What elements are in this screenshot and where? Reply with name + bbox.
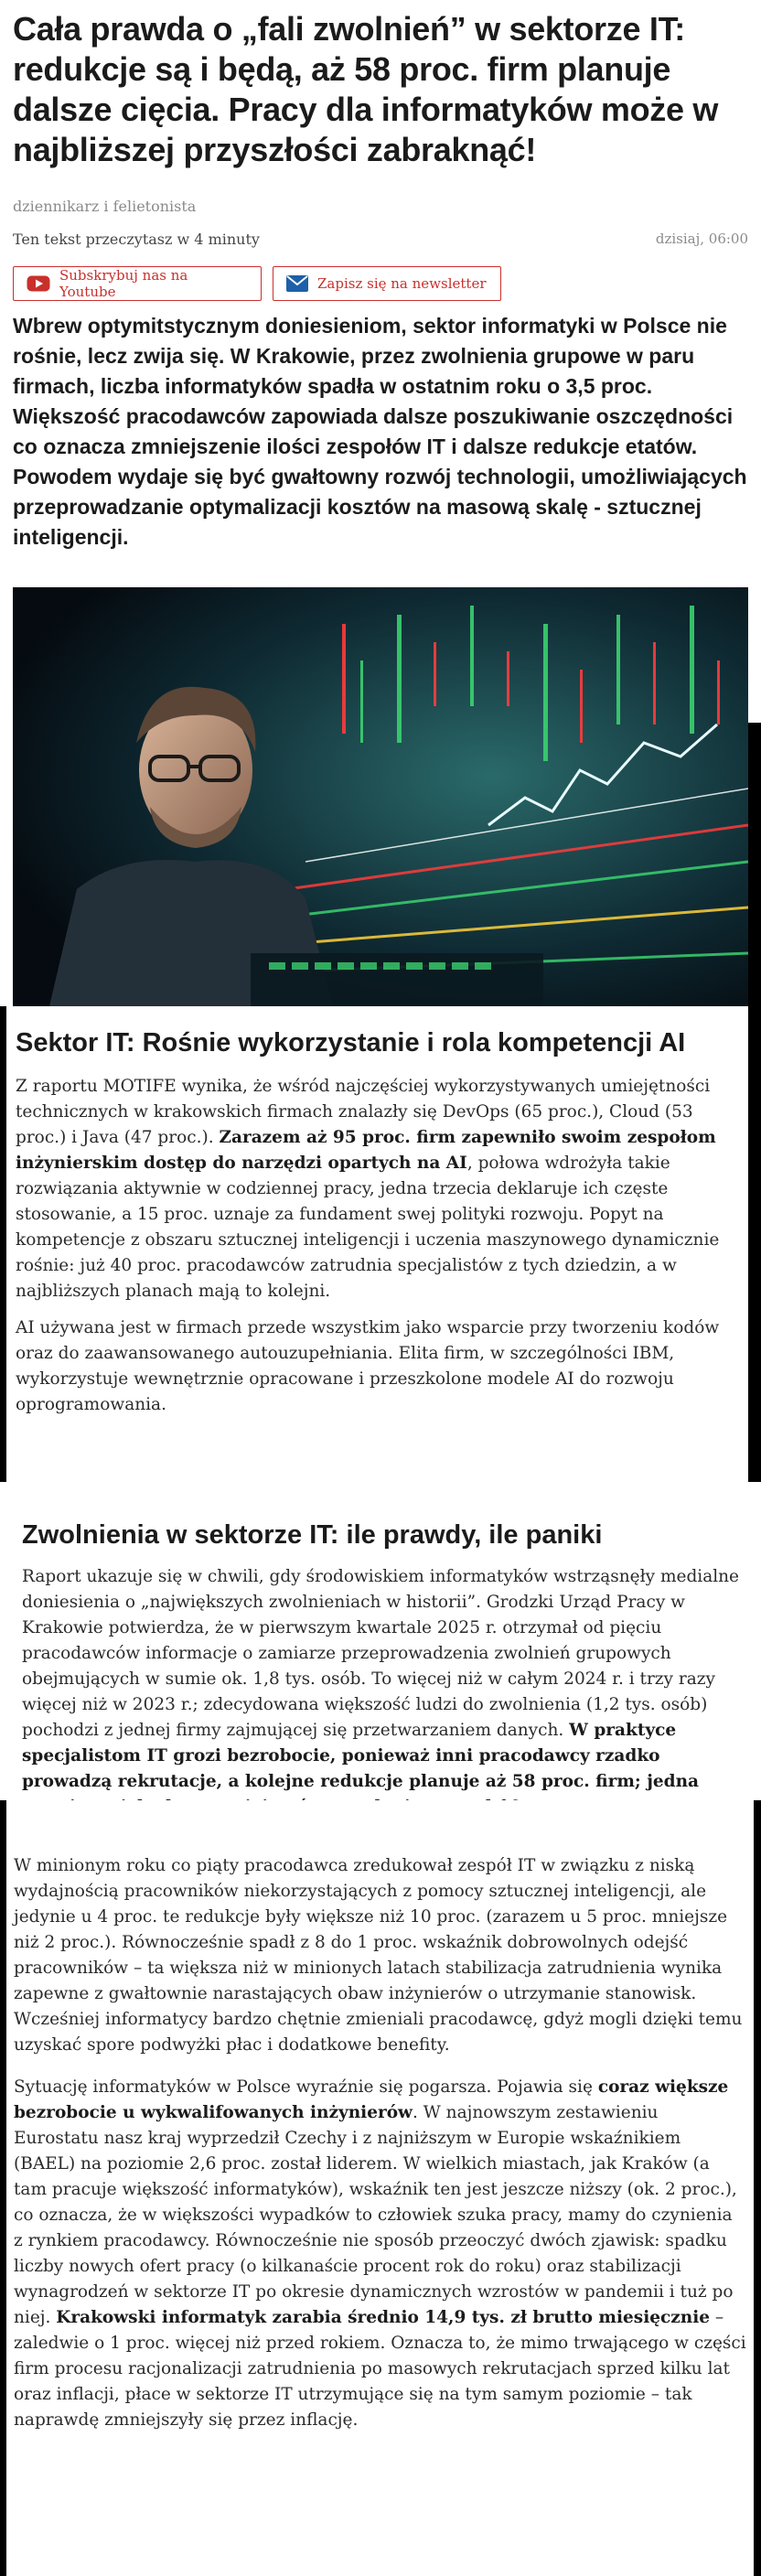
youtube-button-label: Subskrybuj nas na Youtube	[59, 267, 188, 300]
newsletter-button-label: Zapisz się na newsletter	[317, 275, 487, 292]
section-market-paragraph-1: W minionym roku co piąty pracodawca zredukował zespół IT w związku z niską wydajnością pracowników niekorzystających z pomocy sztucznej inteligencji, ale jedynie u 4 proc. te redukcje były większe niż 10 proc. (zarazem u 5 proc. mniejsze niż 2 proc.). Równocześnie spadł z 8 do 1 proc. wskaźnik dobrowolnych odejść pracowników – ta większa niż w minionych latach stabilizacja zatrudnienia wynika zapewne z gwałtownie narastających obaw inżynierów o utrzymanie stanowisk. Wcześniej informatycy bardzo chętnie zmieniali pracodawcę, gdyż mogli dzięki temu uzyskać spore podwyżki płac i dodatkowe benefity.	[14, 1856, 743, 2055]
hero-illustration	[13, 587, 748, 1006]
youtube-icon	[27, 275, 50, 292]
section-ai-skills-paragraph-2: AI używana jest w firmach przede wszystkim jako wsparcie przy tworzeniu kodów oraz do zaawansowanego autouzupełniania. Elita firm, w szczególności IBM, wykorzystuje wewnętrznie opracowane i przeszkolone modele AI do rozwoju oprogramowania.	[16, 1318, 720, 1414]
right-edge-bar	[748, 723, 761, 1482]
section-layoffs-heading: Zwolnienia w sektorze IT: ile prawdy, ile paniki	[22, 1520, 603, 1550]
article-lead: Wbrew optymitstycznym doniesieniom, sektor informatyki w Polsce nie rośnie, lecz zwija się. W Krakowie, przez zwolnienia grupowe w paru firmach, liczba informatyków spadła w ostatnim roku o 3,5 proc. Większość pracodawców zapowiada dalsze poszukiwanie oszczędności co oznacza zmniejszenie ilości zespołów IT i dalsze redukcje etatów. Powodem wydaje się być gwałtowny rozwój technologii, umożliwiających przeprowadzanie optymalizacji kosztów na masową skalę - sztucznej inteligencji.	[13, 314, 747, 549]
left-edge-bar-lower	[0, 1800, 6, 2576]
section-layoffs	[13, 1500, 754, 1793]
publish-date: dzisiaj, 06:00	[655, 231, 748, 247]
right-edge-bar-lower	[754, 1800, 761, 2576]
youtube-subscribe-button[interactable]	[13, 266, 262, 301]
hero-image	[13, 587, 748, 1006]
section-ai-skills-heading: Sektor IT: Rośnie wykorzystanie i rola kompetencji AI	[16, 1028, 686, 1057]
left-edge-bar	[0, 1006, 6, 1482]
article-title: Cała prawda o „fali zwolnień” w sektorze IT: redukcje są i będą, aż 58 proc. firm planuje dalsze cięcia. Pracy dla informatyków może w najbliższej przyszłości zabraknąć!	[13, 10, 719, 168]
section-market	[6, 1800, 754, 2576]
newsletter-button[interactable]	[273, 266, 501, 301]
author-role: dziennikarz i felietonista	[13, 198, 197, 215]
section-ai-skills-paragraph-1: Z raportu MOTIFE wynika, że wśród najczęściej wykorzystywanych umiejętności technicznych w krakowskich firmach znalazły się DevOps (65 proc.), Cloud (53 proc.) i Java (47 proc.). Zarazem aż 95 proc. firm zapewniło swoim zespołom inżynierskim dostęp do narzędzi opartych na AI, połowa wdrożyła takie rozwiązania aktywnie w codziennej pracy, jedna trzecia deklaruje ich częste stosowanie, a 15 proc. uznaje za fundament swej polityki rozwoju. Popyt na kompetencje z obszaru sztucznej inteligencji i uczenia maszynowego dynamicznie rośnie: już 40 proc. pracodawców zatrudnia specjalistów z tych dziedzin, a w najbliższych planach mają to kolejni.	[16, 1077, 720, 1301]
section-market-paragraph-2: Sytuację informatyków w Polsce wyraźnie się pogarsza. Pojawia się coraz większe bezrobocie u wykwalifowanych inżynierów. W najnowszym zestawieniu Eurostatu nasz kraj wyprzedził Czechy i z najniższym w Europie wskaźnikiem (BAEL) na poziomie 2,6 proc. został liderem. W wielkich miastach, jak Kraków (a tam pracuje większość informatyków), wskaźnik ten jest jeszcze niższy (ok. 2 proc.), co oznacza, że w większości wypadków to człowiek szuka pracy, mamy do czynienia z rynkiem pracodawcy. Równocześnie nie sposób przeoczyć dwóch zjawisk: spadku liczby nowych ofert pracy (o kilkanaście procent rok do roku) oraz stabilizacji wynagrodzeń w sektorze IT po okresie dynamicznych wzrostów w pandemii i tuż po niej. Krakowski informatyk zarabia średnio 14,9 tys. zł brutto miesięcznie – zaledwie o 1 proc. więcej niż przed rokiem. Oznacza to, że mimo trwającego w części firm procesu racjonalizacji zatrudnienia po masowych rekrutacjach sprzed kilku lat oraz inflacji, płace w sektorze IT utrzymujące się na tym samym poziomie – tak naprawdę zmniejszyły się przez inflację.	[14, 2077, 746, 2430]
envelope-icon	[286, 275, 308, 292]
read-time: Ten tekst przeczytasz w 4 minuty	[13, 231, 260, 248]
section-ai-skills	[6, 1006, 748, 1475]
section-layoffs-paragraph-1: Raport ukazuje się w chwili, gdy środowiskiem informatyków wstrząsnęły medialne doniesienia o „największych zwolnieniach w historii”. Grodzki Urząd Pracy w Krakowie potwierdza, że w pierwszym kwartale 2025 r. otrzymał od pięciu pracodawców informacje o zamiarze przeprowadzenia zwolnień grupowych obejmujących w sumie ok. 1,8 tys. osób. To więcej niż w całym 2024 r. i trzy razy więcej niż w 2023 r.; zdecydowana większość ludzi do zwolnienia (1,2 tys. osób) pochodzi z jednej firmy zajmującej się przetwarzaniem danych. W praktyce specjalistom IT grozi bezrobocie, ponieważ inni pracodawcy rzadko prowadzą rekrutacje, a kolejne redukcje planuje aż 58 proc. firm; jedna	[22, 1567, 740, 1791]
